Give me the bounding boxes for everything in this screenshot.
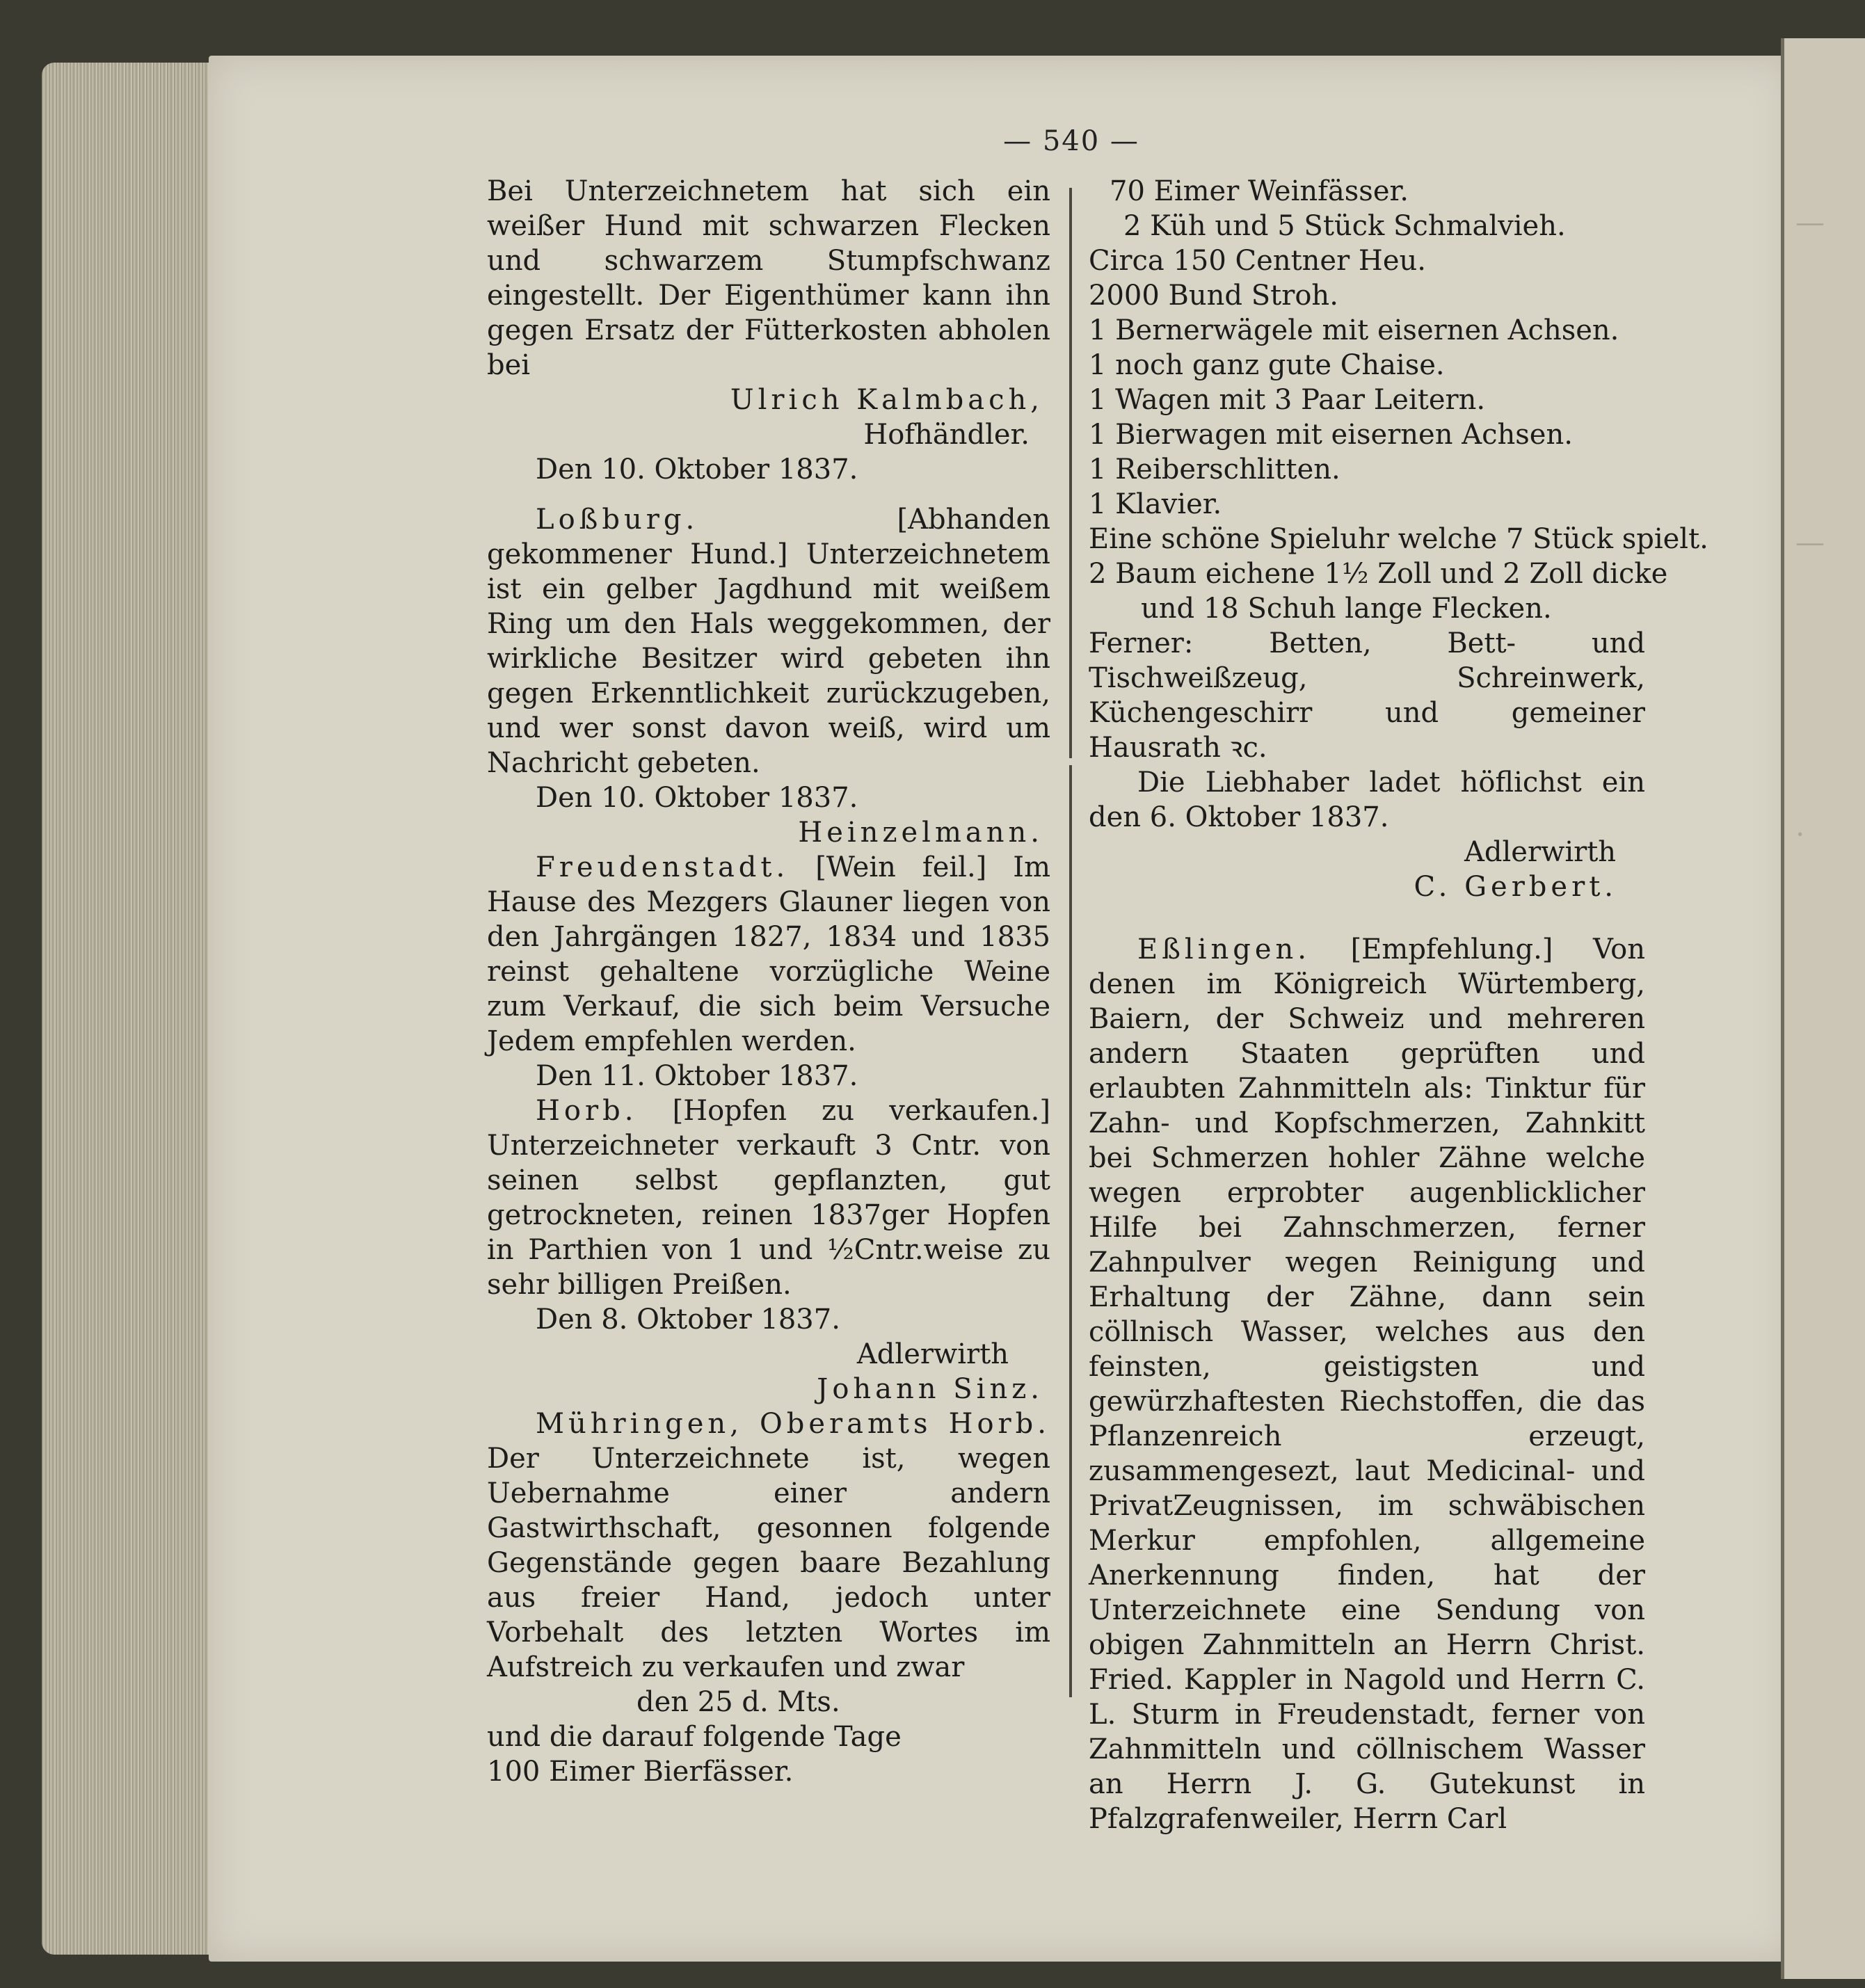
ad-auction-item: 100 Eimer Bierfässer.	[487, 1756, 794, 1788]
list-item: 1 noch ganz gute Chaise.	[1089, 349, 1445, 381]
ad-hops-signature-name: Johann Sinz.	[817, 1373, 1043, 1405]
ad-found-dog-date: Den 10. Oktober 1837.	[536, 454, 858, 486]
list-item: Circa 150 Centner Heu.	[1089, 245, 1426, 277]
ad-auction-place: Mühringen, Oberamts Horb.	[536, 1408, 1050, 1440]
page-number: — 540 —	[1003, 125, 1139, 157]
list-item: 1 Bierwagen mit eisernen Achsen.	[1089, 419, 1573, 451]
list-item: 2 Küh und 5 Stück Schmalvieh.	[1123, 210, 1566, 242]
ad-dental-body: [Empfehlung.] Von denen im Königreich Würtemberg, Baiern, der Schweiz und mehreren andern Staaten geprüften und erlaubten Zahnmitteln als: Tinktur für Zahn- und Kopfschmerzen, Zahnkitt bei Schmerzen hohler Zähne welche wegen erprobter augenblicklicher Hilfe bei Zahnschmerzen, ferner Zahnpulver wegen Reinigung und Erhaltung der Zähne, dann sein cöllnisch Wasser, welches aus den feinsten, geistigsten und gewürzhaftesten Riechstoffen, die das Pflanzenreich erzeugt, zusammengesezt, laut Medicinal- und PrivatZeugnissen, im schwäbischen Merkur empfohlen, allgemeine Anerkennung finden, hat der Unterzeichnete eine Sendung von obigen Zahnmitteln an Herrn Christ. Fried. Kappler in Nagold und Herrn C. L. Sturm in Freudenstadt, ferner von Zahnmitteln und cöllnischem Wasser an Herrn J. G. Gutekunst in Pfalzgrafenweiler, Herrn Carl	[1089, 933, 1645, 1835]
column-rule-top	[1069, 188, 1072, 758]
bleed-through-text: —	[1795, 205, 1825, 239]
list-item: 2 Baum eichene 1½ Zoll und 2 Zoll dicke	[1089, 558, 1668, 590]
spacer	[1089, 904, 1645, 932]
bleed-through-text: —	[1795, 525, 1825, 559]
ad-lost-dog	[487, 502, 1050, 780]
ad-hops-place: Horb.	[536, 1095, 638, 1127]
ad-wine	[487, 850, 1050, 1059]
list-item: 1 Klavier.	[1089, 488, 1222, 520]
list-item: und 18 Schuh lange Flecken.	[1141, 593, 1552, 625]
facing-page-edge	[1781, 38, 1865, 1979]
ad-lost-dog-date: Den 10. Oktober 1837.	[536, 782, 858, 814]
left-column	[487, 174, 1050, 1789]
auction-signature-name: C. Gerbert.	[1414, 871, 1617, 903]
spacer	[487, 487, 1050, 502]
right-column	[1089, 174, 1708, 1836]
list-item: Eine schöne Spieluhr welche 7 Stück spielt.	[1089, 523, 1708, 555]
ad-auction-following: und die darauf folgende Tage	[487, 1721, 902, 1753]
ad-found-dog-body: Bei Unterzeichnetem hat sich ein weißer Hund mit schwarzen Flecken und schwarzem Stumpfschwanz eingestellt. Der Eigenthümer kann ihn gegen Ersatz der Fütterkosten abholen bei	[487, 175, 1050, 381]
ad-hops	[487, 1093, 1050, 1302]
ad-dental-place: Eßlingen.	[1137, 933, 1311, 965]
ad-wine-place: Freudenstadt.	[536, 851, 790, 883]
ad-lost-dog-signature: Heinzelmann.	[798, 817, 1043, 849]
ad-found-dog-signature-name: Ulrich Kalmbach,	[730, 384, 1043, 416]
ad-dental	[1089, 932, 1645, 1836]
list-item: 70 Eimer Weinfässer.	[1110, 175, 1409, 207]
ad-wine-date: Den 11. Oktober 1837.	[536, 1060, 858, 1092]
ad-lost-dog-body: [Abhanden gekommener Hund.] Unterzeichnetem ist ein gelber Jagdhund mit weißem Ring um den Hals weggekommen, der wirkliche Besitzer wird gebeten ihn gegen Erkenntlichkeit zurückzugeben, und wer sonst davon weiß, wird um Nachricht gebeten.	[487, 504, 1050, 779]
column-rule-bottom	[1069, 765, 1072, 1697]
ad-lost-dog-place: Loßburg.	[536, 504, 699, 536]
ad-wine-body: [Wein feil.] Im Hause des Mezgers Glauner liegen von den Jahrgängen 1827, 1834 und 1835 reinst gehaltene vorzügliche Weine zum Verkauf, die sich beim Versuche Jedem empfehlen werden.	[487, 851, 1050, 1057]
ad-hops-body: [Hopfen zu verkaufen.] Unterzeichneter verkauft 3 Cntr. von seinen selbst gepflanzten, gut getrockneten, reinen 1837ger Hopfen in Parthien von 1 und ½Cntr.weise zu sehr billigen Preißen.	[487, 1095, 1050, 1301]
auction-invite: Die Liebhaber ladet höflichst ein den 6. Oktober 1837.	[1089, 767, 1645, 833]
ad-found-dog-signature-title: Hofhändler.	[863, 419, 1030, 451]
list-item: 1 Reiberschlitten.	[1089, 454, 1340, 486]
ad-hops-signature-title: Adlerwirth	[856, 1338, 1009, 1370]
ferner-text: Betten, Bett- und Tischweißzeug, Schreinwerk, Küchengeschirr und gemeiner Hausrath ꝛc.	[1089, 627, 1645, 764]
ferner-line	[1089, 626, 1645, 765]
auction-signature-title: Adlerwirth	[1464, 836, 1617, 868]
list-item: 1 Wagen mit 3 Paar Leitern.	[1089, 384, 1486, 416]
ad-hops-date: Den 8. Oktober 1837.	[536, 1304, 840, 1336]
list-item: 1 Bernerwägele mit eisernen Achsen.	[1089, 314, 1619, 346]
list-item: 2000 Bund Stroh.	[1089, 280, 1338, 312]
ad-auction	[487, 1406, 1050, 1685]
ad-auction-body: Der Unterzeichnete ist, wegen Uebernahme einer andern Gastwirthschaft, gesonnen folgende Gegenstände gegen baare Bezahlung aus freier Hand, jedoch unter Vorbehalt des letzten Wortes im Aufstreich zu verkaufen und zwar	[487, 1443, 1050, 1683]
ferner-label: Ferner:	[1089, 627, 1194, 659]
bleed-through-text: ·	[1795, 817, 1805, 851]
ad-auction-date: den 25 d. Mts.	[637, 1686, 840, 1718]
